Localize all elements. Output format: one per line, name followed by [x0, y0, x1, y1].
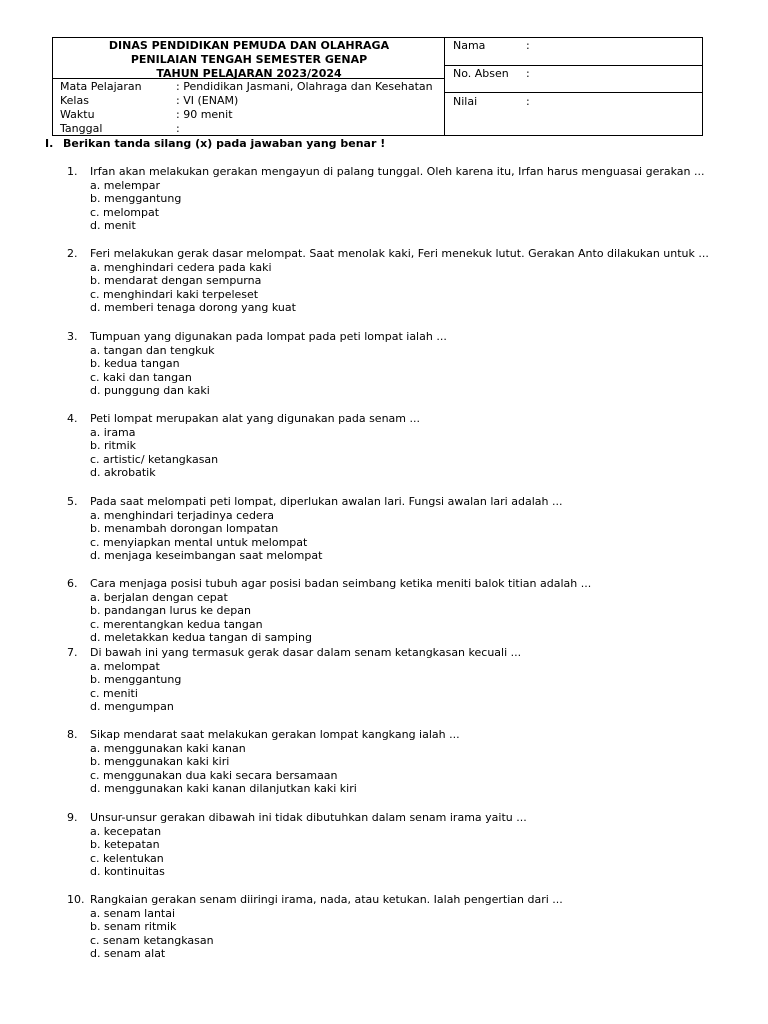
question-text: Rangkaian gerakan senam diiringi irama, nada, atau ketukan. Ialah pengertian dari ...	[90, 893, 563, 906]
student-name-field[interactable]	[445, 38, 702, 66]
question-text: Irfan akan melakukan gerakan mengayun di palang tunggal. Oleh karena itu, Irfan harus menguasai gerakan ...	[90, 165, 705, 178]
answer-option[interactable]: b. pandangan lurus ke depan	[90, 604, 251, 618]
question-number: 9.	[67, 811, 78, 824]
question-number: 7.	[67, 646, 78, 659]
answer-option[interactable]: a. melompat	[90, 659, 160, 673]
info-row-subject	[60, 80, 433, 93]
question-9	[67, 811, 527, 879]
answer-option[interactable]: a. menghindari cedera pada kaki	[90, 260, 272, 274]
question-text: Di bawah ini yang termasuk gerak dasar dalam senam ketangkasan kecuali ...	[90, 646, 522, 659]
question-text: Unsur-unsur gerakan dibawah ini tidak dibutuhkan dalam senam irama yaitu ...	[90, 811, 527, 824]
info-row-class	[60, 94, 238, 107]
answer-option[interactable]: c. menghindari kaki terpeleset	[90, 287, 259, 301]
answer-option[interactable]: b. kedua tangan	[90, 357, 180, 371]
question-5	[67, 495, 562, 563]
answer-option[interactable]: a. melempar	[90, 178, 161, 192]
exam-title-block	[53, 38, 445, 79]
question-6	[67, 577, 591, 645]
exam-title: PENILAIAN TENGAH SEMESTER GENAP	[130, 53, 368, 66]
question-4	[67, 412, 420, 480]
question-number: 10.	[67, 893, 85, 906]
answer-option[interactable]: b. ketepatan	[90, 838, 160, 852]
info-label: Tanggal	[60, 122, 103, 135]
student-field-colon: :	[526, 95, 530, 108]
answer-option[interactable]: c. melompat	[90, 205, 160, 219]
question-1	[67, 165, 705, 233]
question-text: Sikap mendarat saat melakukan gerakan lompat kangkang ialah ...	[90, 728, 460, 741]
student-field-colon: :	[526, 67, 530, 80]
answer-option[interactable]: b. menggunakan kaki kiri	[90, 755, 230, 769]
answer-option[interactable]: d. kontinuitas	[90, 865, 165, 879]
info-value: : VI (ENAM)	[176, 94, 239, 107]
student-field-colon: :	[526, 39, 530, 52]
question-text: Feri melakukan gerak dasar melompat. Saat menolak kaki, Feri menekuk lutut. Gerakan Anto dilakukan untuk ...	[90, 247, 709, 260]
info-value: : Pendidikan Jasmani, Olahraga dan Kesehatan	[176, 80, 433, 93]
question-3	[67, 330, 447, 398]
answer-option[interactable]: c. kaki dan tangan	[90, 370, 192, 384]
school-info-column	[53, 38, 445, 135]
instruction-text: Berikan tanda silang (x) pada jawaban yang benar !	[63, 137, 386, 150]
answer-option[interactable]: d. akrobatik	[90, 466, 156, 480]
student-info-column	[445, 38, 702, 135]
question-text: Pada saat melompati peti lompat, diperlukan awalan lari. Fungsi awalan lari adalah ...	[90, 495, 563, 508]
student-absence-number-field[interactable]	[445, 66, 702, 93]
answer-option[interactable]: d. mengumpan	[90, 700, 174, 714]
answer-option[interactable]: c. artistic/ ketangkasan	[90, 452, 219, 466]
section-instruction	[45, 137, 385, 150]
answer-option[interactable]: c. menyiapkan mental untuk melompat	[90, 535, 308, 549]
answer-option[interactable]: c. kelentukan	[90, 851, 164, 865]
answer-option[interactable]: b. ritmik	[90, 439, 137, 453]
section-number: I.	[45, 137, 54, 150]
answer-option[interactable]: b. senam ritmik	[90, 920, 177, 934]
answer-option[interactable]: b. menggantung	[90, 192, 182, 206]
answer-option[interactable]: d. meletakkan kedua tangan di samping	[90, 631, 312, 645]
answer-option[interactable]: b. menggantung	[90, 673, 182, 687]
info-value: :	[176, 122, 180, 135]
question-7	[67, 646, 521, 714]
answer-option[interactable]: a. irama	[90, 425, 136, 439]
answer-option[interactable]: a. menghindari terjadinya cedera	[90, 508, 274, 522]
question-number: 8.	[67, 728, 78, 741]
info-label: Mata Pelajaran	[60, 80, 142, 93]
answer-option[interactable]: a. tangan dan tengkuk	[90, 343, 215, 357]
student-field-label: Nilai	[453, 95, 478, 108]
answer-option[interactable]: b. menambah dorongan lompatan	[90, 522, 279, 536]
question-number: 4.	[67, 412, 78, 425]
institution-title: DINAS PENDIDIKAN PEMUDA DAN OLAHRAGA	[108, 39, 390, 52]
answer-option[interactable]: a. berjalan dengan cepat	[90, 590, 228, 604]
info-row-date	[60, 122, 180, 135]
student-field-label: Nama	[453, 39, 486, 52]
answer-option[interactable]: a. kecepatan	[90, 824, 162, 838]
info-label: Waktu	[60, 108, 95, 121]
answer-option[interactable]: b. mendarat dengan sempurna	[90, 274, 262, 288]
info-row-time	[60, 108, 233, 121]
question-number: 6.	[67, 577, 78, 590]
answer-option[interactable]: c. merentangkan kedua tangan	[90, 617, 263, 631]
answer-option[interactable]: c. menggunakan dua kaki secara bersamaan	[90, 768, 338, 782]
question-2	[67, 247, 709, 315]
answer-option[interactable]: d. menjaga keseimbangan saat melompat	[90, 549, 323, 563]
question-number: 3.	[67, 330, 78, 343]
question-number: 1.	[67, 165, 78, 178]
student-field-label: No. Absen	[453, 67, 509, 80]
question-text: Peti lompat merupakan alat yang digunakan pada senam ...	[90, 412, 420, 425]
answer-option[interactable]: a. senam lantai	[90, 906, 176, 920]
question-number: 5.	[67, 495, 78, 508]
question-text: Tumpuan yang digunakan pada lompat pada peti lompat ialah ...	[90, 330, 447, 343]
answer-option[interactable]: c. senam ketangkasan	[90, 933, 214, 947]
answer-option[interactable]: c. meniti	[90, 686, 138, 700]
question-10	[67, 893, 563, 961]
question-text: Cara menjaga posisi tubuh agar posisi badan seimbang ketika meniti balok titian adalah ...	[90, 577, 592, 590]
student-score-field[interactable]	[445, 94, 702, 135]
answer-option[interactable]: d. punggung dan kaki	[90, 384, 210, 398]
answer-option[interactable]: a. menggunakan kaki kanan	[90, 741, 246, 755]
info-label: Kelas	[60, 94, 89, 107]
answer-option[interactable]: d. menit	[90, 219, 136, 233]
answer-option[interactable]: d. menggunakan kaki kanan dilanjutkan kaki kiri	[90, 782, 357, 796]
question-number: 2.	[67, 247, 78, 260]
answer-option[interactable]: d. senam alat	[90, 947, 166, 961]
info-value: : 90 menit	[176, 108, 233, 121]
answer-option[interactable]: d. memberi tenaga dorong yang kuat	[90, 301, 296, 315]
question-8	[67, 728, 460, 796]
school-year: TAHUN PELAJARAN 2023/2024	[156, 67, 342, 80]
exam-header-table	[52, 37, 703, 136]
